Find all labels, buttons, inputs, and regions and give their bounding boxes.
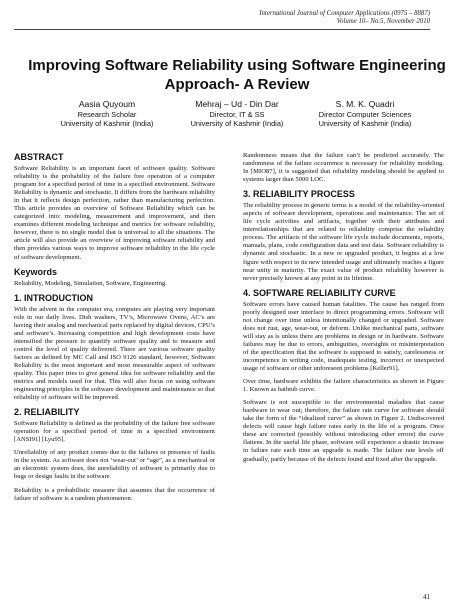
author-name: S. M. K. Quadri <box>335 99 395 109</box>
reliability-curve-paragraph-2: Over time, hardware exhibits the failure characteristics as shown in Figure 1. Known as bathtub curve. <box>243 378 444 394</box>
author-block <box>0 99 474 139</box>
keywords-text: Reliability, Modeling, Simulation, Software, Engineering. <box>14 279 167 287</box>
journal-name: International Journal of Computer Applications (0975 – 8887) <box>259 10 430 17</box>
author-affiliation: University of Kashmir (India) <box>318 118 412 128</box>
right-column <box>243 152 444 469</box>
journal-header <box>170 10 430 26</box>
reliability-process-heading: 3. RELIABILITY PROCESS <box>243 189 355 200</box>
abstract-text: Software Reliability is an important facet of software quality. Software reliability is the probability of the failure free operation of a computer program for a specified period of time in a specified environment. Software Reliability is dynamic and stochastic. It differs from the hardware reliability in that it reflects design perfection, rather than manufacturing perfection. This article provides an overview of Software Reliability which can be categorized into: modeling, measurement and improvement, and then examines different modeling technique and metrics for software reliability, however, there is no single model that is universal to all the situations. The article will also provide an overview of improving software reliability and then provides various ways to improve software reliability in the life cycle of software development. <box>14 165 215 261</box>
introduction-heading: 1. INTRODUCTION <box>14 292 94 303</box>
reliability-paragraph-3: Reliability is a probabilistic measure that assumes that the occurrence of failure of software is a random phenomenon. <box>14 486 215 502</box>
paper-title <box>20 56 454 94</box>
author-affiliation: University of Kashmir (India) <box>60 118 154 128</box>
author-role: Director, IT & SS <box>209 109 265 119</box>
author-3 <box>300 99 430 128</box>
reliability-heading: 2. RELIABILITY <box>14 407 80 418</box>
page-number: 41 <box>423 593 430 601</box>
author-role: Research Scholar <box>77 109 137 119</box>
author-name: Mehraj – Ud - Din Dar <box>195 99 279 109</box>
author-1 <box>42 99 172 128</box>
reliability-process-text: The reliability process in generic terms is a model of the reliability-oriented aspects of software development, operations and maintenance. The set of life cycle activities and artifacts, together with their attributes and interrelationships that are related to reliability comprise the reliability process. The artifacts of the software life cycle include documents, reports, manuals, plans, code configuration data and test data. Software reliability is dynamic and stochastic. In a new or upgraded product, it begins at a low figure with respect to its new intended usage and ultimately reaches a figure near unity in maturity. The exact value of product reliability however is never precisely known at any point in its lifetime. <box>243 202 444 282</box>
author-name: Aasia Quyoum <box>78 99 136 109</box>
left-column <box>14 152 215 508</box>
author-2 <box>172 99 302 128</box>
reliability-paragraph-1: Software Reliability is defined as the probability of the failure free software operation for a specified period of time in a specified environment [ANSI91] [Lyu95]. <box>14 420 215 444</box>
header-rule <box>14 29 430 30</box>
reliability-paragraph-2: Unreliability of any product comes due to the failures or presence of faults in the system. As software does not ‘wear-out’ or “age”, as a mechanical or an electronic system does, the unreliability of software is primarily due to bugs or design faults in the software. <box>14 449 215 481</box>
reliability-curve-paragraph-1: Software errors have caused human fatalities. The cause has ranged from poorly designed user interface to direct programming errors. Software will not change over time unless intentionally changed or upgraded. Software does not rust, age, wear-out, or deform. Unlike mechanical parts, software will stay as is unless there are problems in design or in hardware. Software failures may be due to errors, ambiguities, oversights or misinterpretation of the specification that the software is supposed to satisfy, carelessness or incompetence in writing code, inadequate testing, incorrect or unexpected usage of software or other unforeseen problems [Keller91]. <box>243 300 444 373</box>
reliability-continued-text: Randomness means that the failure can’t be predicted accurately. The randomness of the failure occurrence is necessary for reliability modeling. In [MIO87], it is suggested that reliability modeling should be applied to systems larger than 5000 LOC. <box>243 152 444 184</box>
reliability-curve-paragraph-3: Software is not susceptible to the environmental maladies that cause hardware to wear out; therefore, the failure rate curve for software should take the form of the “idealized curve” as shown in Figure 2. Undiscovered defects will cause high failure rates early in the life of a program. Once these are corrected (possibly without introducing other errors) the curve flattens. In the useful life phase, software will experience a drastic increase in failure rate each time an upgrade is made. The failure rate levels off gradually, partly because of the defects found and fixed after the upgrade. <box>243 399 444 463</box>
reliability-curve-heading: 4. SOFTWARE RELIABILITY CURVE <box>243 287 396 298</box>
paper-title-line-1: Improving Software Reliability using Software Engineering <box>28 57 446 74</box>
journal-volume: Volume 10– No.5, November 2010 <box>336 18 430 25</box>
abstract-heading: ABSTRACT <box>14 152 64 162</box>
paper-title-line-2: Approach- A Review <box>164 76 310 93</box>
keywords-heading: Keywords <box>14 266 58 277</box>
introduction-text: With the advent in the computer era, computes are playing very important role in our daily lives. Dish washers, TV’s, Microwave Ovens, AC’s are having their analog and mechanical parts replaced by digital devices, CPU’s and software’s. Increasing competition and high development costs have intensified the pressure to quantify software quality and to measure and control the level of quality delivered. There are various software quality factors as defined by MC Call and ISO 9126 standard, however, Software Reliability is the most important and most measurable aspect of software quality. This paper tries to give general idea for software reliability and the metrics and models used for that. This will also focus on using software engineering principles in the software development and maintenance so that reliability of software will be improved. <box>14 305 215 402</box>
author-role: Director Computer Sciences <box>318 109 412 119</box>
author-affiliation: University of Kashmir (India) <box>190 118 284 128</box>
